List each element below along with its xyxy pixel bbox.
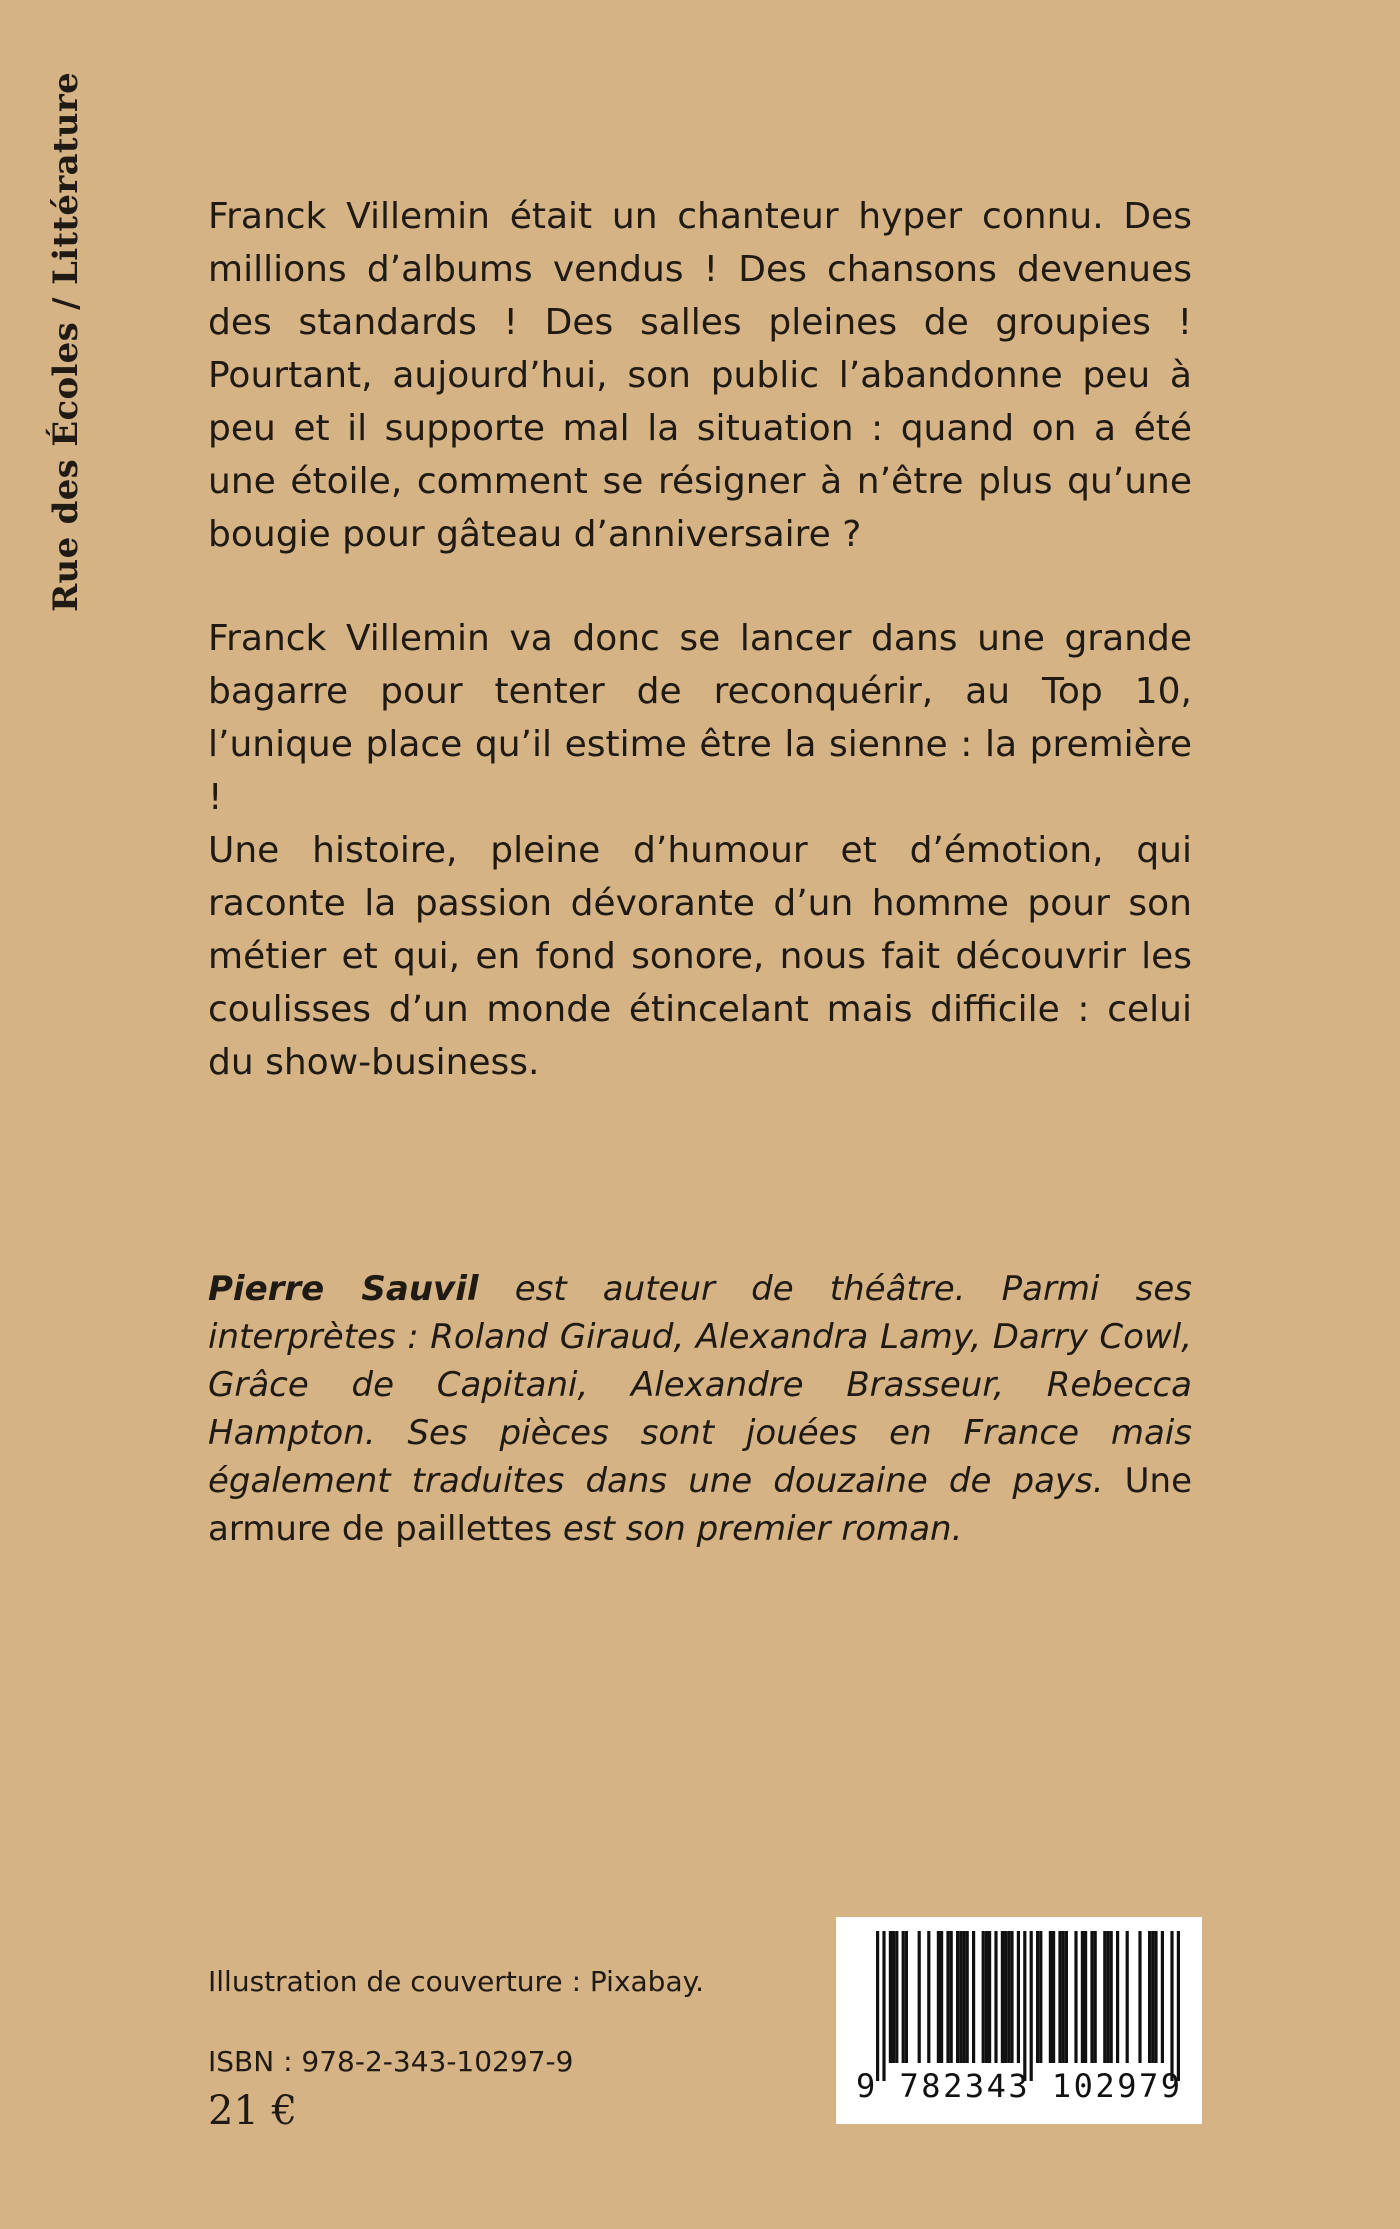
barcode-bar: [1039, 1931, 1042, 2063]
barcode-bar: [1103, 1931, 1106, 2063]
illustration-credit: Illustration de couverture : Pixabay.: [208, 1965, 705, 1998]
barcode-bar: [1110, 1931, 1113, 2063]
blurb-paragraph-3: Une histoire, pleine d’humour et d’émotion, qui raconte la passion dévorante d’un homme pour son métier et qui, en fond sonore, nous fait découvrir les coulisses d’un monde étincelant mais difficile : celui du show-business.: [208, 830, 1192, 1083]
barcode-bar: [927, 1931, 930, 2063]
barcode-bar: [966, 1931, 969, 2063]
barcode-bar: [988, 1931, 991, 2063]
barcode-bar: [1116, 1931, 1119, 2063]
barcode-bar: [1106, 1931, 1109, 2063]
barcode-bar: [1017, 1931, 1020, 2063]
author-bio: [208, 1265, 1192, 1553]
barcode-bar: [1081, 1931, 1084, 2063]
author-bio-text: est auteur de théâtre. Parmi ses interprètes : Roland Giraud, Alexandra Lamy, Darry Cowl, Grâce de Capitani, Alexandre Brasseur, Rebecca Hampton. Ses pièces sont jouées en France mais également traduites dans une douzaine de pays.: [208, 1269, 1192, 1501]
blurb-paragraph-2: Franck Villemin va donc se lancer dans une grande bagarre pour tenter de reconquérir, au Top 10, l’unique place qu’il estime être la sienne : la première !: [208, 618, 1192, 818]
barcode-bar: [940, 1931, 943, 2063]
barcode-bar: [956, 1931, 959, 2063]
barcode-bar: [882, 1931, 885, 2081]
barcode-bar: [1084, 1931, 1087, 2063]
barcode-bar: [1062, 1931, 1065, 2063]
barcode-bar: [905, 1931, 908, 2063]
author-name: Pierre Sauvil: [208, 1269, 479, 1309]
barcode-bar: [876, 1931, 879, 2081]
barcode-bar: [1126, 1931, 1129, 2063]
barcode-bar: [1090, 1931, 1093, 2063]
barcode-bar: [1177, 1931, 1180, 2081]
barcode-bar: [902, 1931, 905, 2063]
barcode-bar: [1065, 1931, 1068, 2063]
barcode-bar: [1074, 1931, 1077, 2063]
barcode-bar: [982, 1931, 985, 2063]
author-bio-text-end: est son premier roman.: [552, 1509, 963, 1549]
barcode-bar: [1148, 1931, 1151, 2063]
barcode-bar: [1036, 1931, 1039, 2063]
barcode-bar: [1023, 1931, 1026, 2081]
barcode-bar: [1138, 1931, 1141, 2063]
barcode-bar: [918, 1931, 921, 2063]
barcode-bar: [994, 1931, 997, 2063]
barcode-bar: [937, 1931, 940, 2063]
barcode-bar: [1052, 1931, 1055, 2063]
barcode-bar: [946, 1931, 949, 2063]
barcode-bar: [1058, 1931, 1061, 2063]
barcode-bar: [1170, 1931, 1173, 2081]
blurb-paragraph-1: Franck Villemin était un chanteur hyper connu. Des millions d’albums vendus ! Des chansons devenues des standards ! Des salles pleines de groupies ! Pourtant, aujourd’hui, son public l’abandonne peu à peu et il supporte mal la situation : quand on a été une étoile, comment se résigner à n’être plus qu’une bougie pour gâteau d’anniversaire ?: [208, 196, 1192, 555]
barcode-bar: [895, 1931, 898, 2063]
spine-collection-title: Rue des Écoles / Littérature: [46, 71, 86, 612]
barcode-bar: [962, 1931, 965, 2063]
barcode-bar: [1151, 1931, 1154, 2063]
barcode-bar: [1007, 1931, 1010, 2063]
barcode-bar: [1094, 1931, 1097, 2063]
price: 21 €: [208, 2088, 298, 2134]
isbn-number: ISBN : 978-2-343-10297-9: [208, 2045, 574, 2078]
barcode-bar: [959, 1931, 962, 2063]
barcode-bar: [1161, 1931, 1164, 2063]
barcode-bar: [1004, 1931, 1007, 2063]
barcode-bar: [1001, 1931, 1004, 2063]
barcode-bar: [889, 1931, 892, 2063]
barcode-bar: [892, 1931, 895, 2063]
barcode-bar: [1030, 1931, 1033, 2081]
barcode-bar: [1010, 1931, 1013, 2063]
barcode-bar: [972, 1931, 975, 2063]
barcode-digits: 9 782343 102979: [856, 2067, 1183, 2105]
barcode-bar: [950, 1931, 953, 2063]
barcode-bar: [1049, 1931, 1052, 2063]
barcode-bar: [1154, 1931, 1157, 2063]
barcode-bar: [985, 1931, 988, 2063]
book-title: Une armure de paillettes: [208, 1461, 1192, 1549]
barcode: [836, 1917, 1202, 2124]
